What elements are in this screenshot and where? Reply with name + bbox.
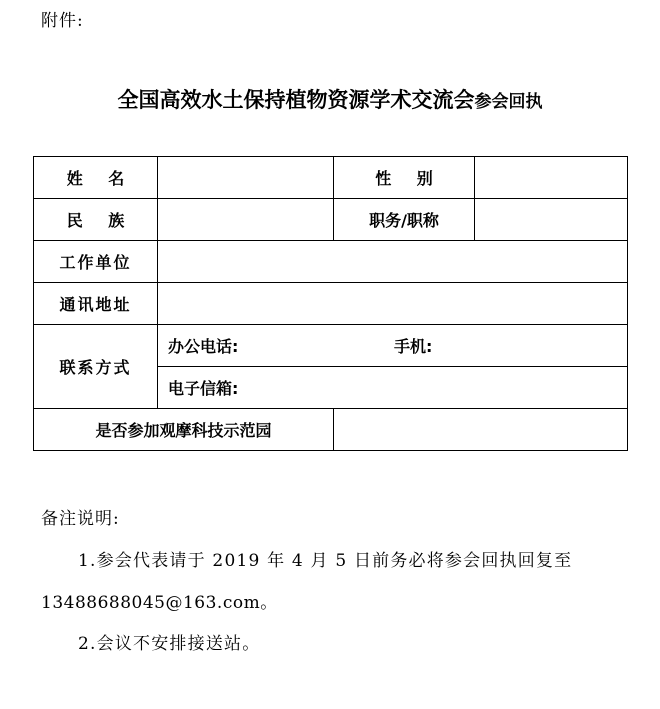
address-field[interactable] — [158, 283, 628, 325]
mobile-label: 手机: — [394, 337, 433, 356]
title-main: 全国高效水土保持植物资源学术交流会 — [117, 88, 475, 112]
notes-item-1: 1.参会代表请于 2019 年 4 月 5 日前务必将参会回执回复至 — [78, 551, 573, 571]
email-label: 电子信箱: — [168, 379, 239, 398]
contact-label: 联系方式 — [34, 325, 158, 409]
ethnicity-label: 民 族 — [34, 199, 158, 241]
form-row-visit — [34, 409, 628, 451]
name-field[interactable] — [158, 157, 334, 199]
position-label: 职务/职称 — [334, 199, 475, 241]
email-field[interactable] — [158, 367, 628, 409]
attachment-label: 附件: — [41, 11, 84, 31]
form-row-ethnicity — [34, 199, 628, 241]
visit-field[interactable] — [334, 409, 628, 451]
form-row-contact-phone — [34, 325, 628, 367]
gender-label: 性 别 — [334, 157, 475, 199]
address-label: 通讯地址 — [34, 283, 158, 325]
name-label: 姓 名 — [34, 157, 158, 199]
page-title — [0, 84, 660, 114]
position-field[interactable] — [475, 199, 628, 241]
title-suffix: 参会回执 — [474, 92, 543, 112]
form-row-name — [34, 157, 628, 199]
workplace-field[interactable] — [158, 241, 628, 283]
notes-heading: 备注说明: — [41, 509, 120, 529]
visit-label: 是否参加观摩科技示范园 — [34, 409, 334, 451]
registration-form — [33, 156, 628, 451]
workplace-label: 工作单位 — [34, 241, 158, 283]
form-row-workplace — [34, 241, 628, 283]
gender-field[interactable] — [475, 157, 628, 199]
notes-item-1-email: 13488688045@163.com。 — [41, 593, 278, 613]
notes-item-2: 2.会议不安排接送站。 — [78, 634, 261, 654]
ethnicity-field[interactable] — [158, 199, 334, 241]
phone-field[interactable] — [158, 325, 628, 367]
form-row-address — [34, 283, 628, 325]
office-phone-label: 办公电话: — [168, 337, 239, 356]
